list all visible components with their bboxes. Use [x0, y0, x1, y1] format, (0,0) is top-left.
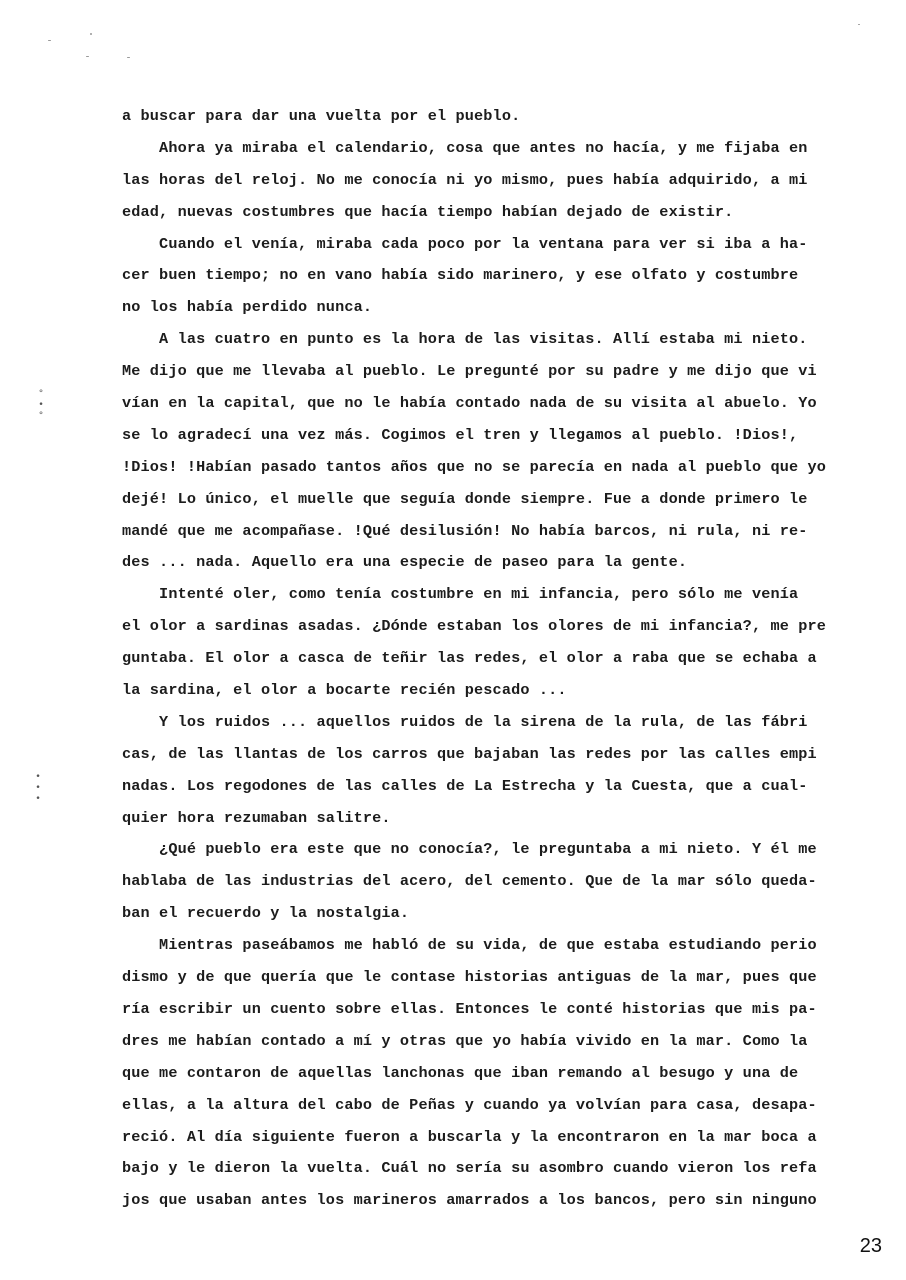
text-line: ellas, a la altura del cabo de Peñas y cuando ya volvían para casa, desapa-: [122, 1095, 817, 1114]
scan-speck: [90, 33, 92, 35]
typewritten-text: [122, 101, 857, 1217]
text-line: des ... nada. Aquello era una especie de paseo para la gente.: [122, 553, 688, 572]
text-line: cas, de las llantas de los carros que bajaban las redes por las calles empi: [122, 744, 817, 763]
scan-speck: [127, 57, 130, 58]
text-line: a buscar para dar una vuelta por el pueblo.: [122, 107, 521, 125]
text-line: las horas del reloj. No me conocía ni yo mismo, pues había adquirido, a mi: [122, 170, 808, 189]
text-line: dejé! Lo único, el muelle que seguía donde siempre. Fue a donde primero le: [122, 489, 808, 508]
text-line: bajo y le dieron la vuelta. Cuál no sería su asombro cuando vieron los refa: [122, 1159, 817, 1178]
text-line: Intenté oler, como tenía costumbre en mi infancia, pero sólo me venía: [122, 585, 799, 604]
text-line: cer buen tiempo; no en vano había sido marinero, y ese olfato y costumbre: [122, 266, 799, 285]
text-line: !Dios! !Habían pasado tantos años que no se parecía en nada al pueblo que yo: [122, 457, 827, 476]
text-line: Cuando el venía, miraba cada poco por la ventana para ver si iba a ha-: [122, 234, 808, 253]
text-line: mandé que me acompañase. !Qué desilusión! No había barcos, ni rula, ni re-: [122, 521, 808, 540]
text-line: reció. Al día siguiente fueron a buscarla y la encontraron en la mar boca a: [122, 1127, 817, 1146]
text-line: no los había perdido nunca.: [122, 298, 373, 317]
text-line: Me dijo que me llevaba al pueblo. Le pregunté por su padre y me dijo que vi: [122, 362, 817, 381]
text-line: Y los ruidos ... aquellos ruidos de la sirena de la rula, de las fábri: [122, 712, 808, 731]
text-line: dres me habían contado a mí y otras que yo había vivido en la mar. Como la: [122, 1031, 808, 1050]
text-line: Ahora ya miraba el calendario, cosa que antes no hacía, y me fijaba en: [122, 138, 808, 157]
text-line: ría escribir un cuento sobre ellas. Entonces le conté historias que mis pa-: [122, 999, 817, 1018]
text-line: Mientras paseábamos me habló de su vida, de que estaba estudiando perio: [122, 936, 817, 955]
text-line: A las cuatro en punto es la hora de las visitas. Allí estaba mi nieto.: [122, 330, 808, 349]
text-line: jos que usaban antes los marineros amarrados a los bancos, pero sin ninguno: [122, 1191, 817, 1210]
scan-speck: [858, 24, 860, 25]
text-line: la sardina, el olor a bocarte recién pescado ...: [122, 681, 567, 700]
text-line: que me contaron de aquellas lanchonas que iban remando al besugo y una de: [122, 1063, 799, 1082]
page-number: 23: [859, 1235, 882, 1257]
text-line: edad, nuevas costumbres que hacía tiempo habían dejado de existir.: [122, 202, 734, 221]
text-line: guntaba. El olor a casca de teñir las redes, el olor a raba que se echaba a: [122, 649, 817, 668]
binder-hole-mark: ° • °: [38, 389, 44, 421]
scan-speck: [48, 40, 51, 41]
text-line: vían en la capital, que no le había contado nada de su visita al abuelo. Yo: [122, 394, 817, 413]
text-line: ban el recuerdo y la nostalgia.: [122, 904, 410, 923]
text-line: se lo agradecí una vez más. Cogimos el tren y llegamos al pueblo. !Dios!,: [122, 425, 799, 444]
scan-speck: [86, 56, 89, 57]
text-line: dismo y de que quería que le contase historias antiguas de la mar, pues que: [122, 968, 817, 987]
text-line: hablaba de las industrias del acero, del cemento. Que de la mar sólo queda-: [122, 872, 817, 891]
text-line: nadas. Los regodones de las calles de La Estrecha y la Cuesta, que a cual-: [122, 776, 808, 795]
text-line: el olor a sardinas asadas. ¿Dónde estaban los olores de mi infancia?, me pre: [122, 617, 827, 636]
text-line: ¿Qué pueblo era este que no conocía?, le preguntaba a mi nieto. Y él me: [122, 840, 817, 859]
binder-hole-mark: • • •: [35, 772, 41, 804]
text-line: quier hora rezumaban salitre.: [122, 808, 391, 827]
